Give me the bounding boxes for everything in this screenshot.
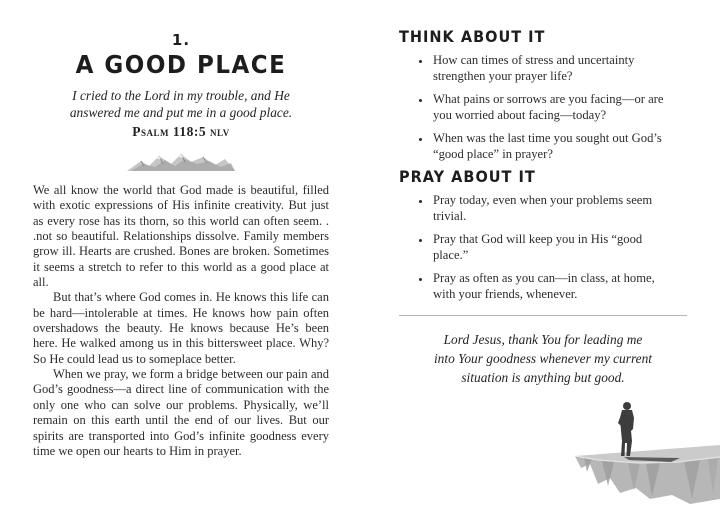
chapter-title: A GOOD PLACE [75, 51, 287, 80]
body-paragraph: But that’s where God comes in. He knows this life can be hard—intolerable at times. He knows how pain often overshadows the beauty. He knows because He’s been here. He walked among us in this bittersweet place. Why? So He could lead us to someplace better. [33, 290, 329, 366]
closing-prayer [399, 330, 687, 387]
body-paragraph: We all know the world that God made is beautiful, filled with exotic expressions of His infinite creativity. But just as every rose has its thorn, so this world can often seem. . .not so beautiful. Relationships dissolve. Family members grow ill. Hearts are crushed. Bones are broken. Sometimes it seems a stretch to refer to this world as a good place at all. [33, 183, 329, 290]
chapter-body [33, 183, 329, 459]
list-item: • Pray that God will keep you in His “good place.” [431, 231, 671, 263]
closing-prayer-line: situation is anything but good. [461, 370, 625, 385]
pray-about-it-section [399, 169, 687, 302]
list-item: • What pains or sorrows are you facing—or are you worried about facing—today? [431, 91, 671, 123]
closing-prayer-line: into Your goodness whenever my current [433, 351, 653, 366]
left-page [33, 0, 329, 504]
list-item: • Pray today, even when your problems seem trivial. [431, 192, 671, 224]
pray-about-it-heading: PRAY ABOUT IT [399, 169, 536, 187]
think-about-it-heading: THINK ABOUT IT [399, 29, 546, 47]
cliff-illustration [568, 398, 720, 504]
scripture-quote [33, 87, 329, 121]
list-item: • How can times of stress and uncertainty strengthen your prayer life? [431, 52, 671, 84]
scripture-reference: Psalm 118:5 nlv [132, 124, 230, 139]
body-paragraph: When we pray, we form a bridge between our pain and God’s goodness—a direct line of communication with the only one who can solve our problems. Physically, we’ll remain on this earth until the end of our lives. But our spirits are transported into God’s infinite goodness every time we open our hearts to Him in prayer. [33, 367, 329, 458]
list-item: • Pray as often as you can—in class, at home, with your friends, whenever. [431, 270, 671, 302]
think-about-it-section [399, 29, 687, 162]
scripture-quote-line: answered me and put me in a good place. [69, 105, 293, 120]
mountain-divider-icon [127, 149, 235, 180]
think-about-it-list [399, 52, 687, 162]
closing-prayer-line: Lord Jesus, thank You for leading me [443, 332, 643, 347]
pray-about-it-list [399, 192, 687, 302]
scripture-quote-line: I cried to the Lord in my trouble, and He [72, 88, 290, 103]
list-item: • When was the last time you sought out God’s “good place” in prayer? [431, 130, 671, 162]
section-divider [399, 315, 687, 316]
chapter-number: 1. [171, 31, 191, 49]
person-silhouette-icon [618, 402, 634, 456]
